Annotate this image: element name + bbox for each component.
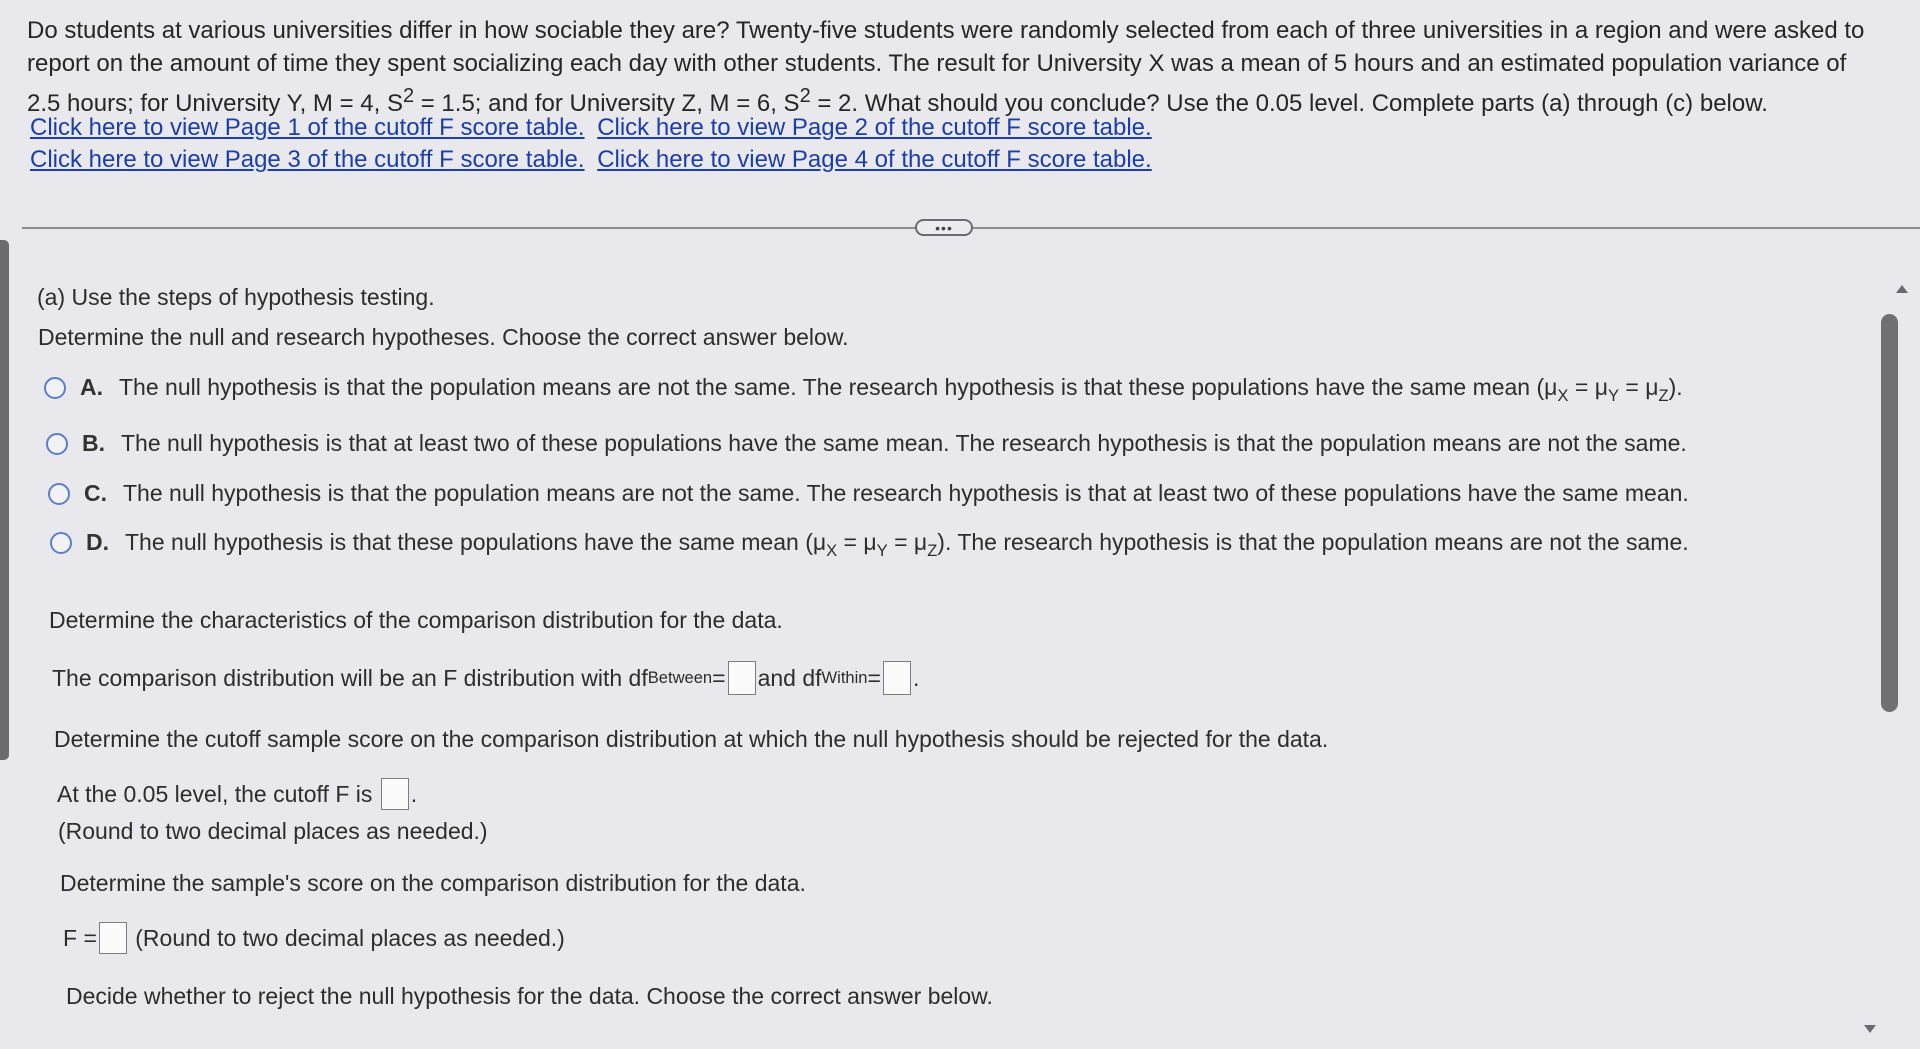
link-page-2[interactable]: Click here to view Page 2 of the cutoff F score table. bbox=[597, 114, 1152, 141]
radio-option-d[interactable] bbox=[50, 532, 72, 554]
part-a-heading: (a) Use the steps of hypothesis testing. bbox=[37, 284, 435, 310]
link-page-4[interactable]: Click here to view Page 4 of the cutoff F score table. bbox=[597, 146, 1152, 173]
mu-z: $\mu_Z$ bbox=[913, 529, 938, 560]
cutoff-heading: Determine the cutoff sample score on the comparison distribution at which the null hypothesis should be rejected for the data. bbox=[54, 726, 1329, 752]
problem-line-3-part-c: = 2. What should you conclude? Use the 0.05 level. Complete parts (a) through (c) below. bbox=[810, 90, 1768, 117]
mu-z: $\mu_Z$ bbox=[1645, 374, 1669, 405]
f-score-input[interactable] bbox=[99, 922, 127, 954]
hypotheses-prompt: Determine the null and research hypotheses. Choose the correct answer below. bbox=[38, 324, 849, 350]
df-between-input[interactable] bbox=[728, 661, 756, 695]
radio-option-a[interactable] bbox=[44, 377, 66, 399]
scroll-up-arrow-icon[interactable] bbox=[1896, 285, 1908, 293]
cutoff-f-input[interactable] bbox=[381, 778, 409, 810]
option-a-text-pre: The null hypothesis is that the population means are not the same. The research hypothesis is that these populations have the same mean ( bbox=[119, 374, 1545, 400]
option-c-letter: C. bbox=[84, 480, 107, 506]
df-within-input[interactable] bbox=[883, 661, 911, 695]
option-c[interactable] bbox=[48, 480, 1689, 507]
radio-option-b[interactable] bbox=[46, 433, 68, 455]
option-a-text: The null hypothesis is that the population means are not the same. The research hypothesis is that these populations have the same mean $(\mu_X = \mu_Y = \mu_Z)$. bbox=[119, 374, 1683, 405]
comparison-distribution-line: The comparison distribution will be an F distribution with df Between = and df Within = . bbox=[52, 661, 919, 695]
option-a[interactable] bbox=[44, 374, 1683, 405]
expand-more-button[interactable]: ••• bbox=[915, 219, 973, 236]
option-b-letter: B. bbox=[82, 430, 105, 456]
table-links bbox=[30, 112, 1152, 176]
cutoff-round-note: (Round to two decimal places as needed.) bbox=[58, 818, 488, 844]
option-d[interactable] bbox=[50, 529, 1689, 560]
links-row-2 bbox=[30, 144, 1152, 176]
cutoff-line: At the 0.05 level, the cutoff F is . bbox=[57, 778, 417, 810]
problem-line-2: report on the amount of time they spent socializing each day with other students. The result for University X was a mean of 5 hours and an estimated population variance of bbox=[27, 50, 1847, 77]
problem-statement bbox=[27, 14, 1907, 120]
links-row-1 bbox=[30, 112, 1152, 144]
f-score-line: F = (Round to two decimal places as needed.) bbox=[63, 922, 565, 954]
link-page-1[interactable]: Click here to view Page 1 of the cutoff F score table. bbox=[30, 114, 585, 141]
radio-option-c[interactable] bbox=[48, 483, 70, 505]
option-a-letter: A. bbox=[80, 374, 103, 400]
problem-line-1: Do students at various universities differ in how sociable they are? Twenty-five students were randomly selected from each of three universities in a region and were asked to bbox=[27, 17, 1865, 44]
option-d-text: The null hypothesis is that these populations have the same mean $(\mu_X = \mu_Y = \mu_Z)$. The research hypothesis is that the population means are not the same. bbox=[125, 529, 1689, 560]
option-b[interactable] bbox=[46, 430, 1687, 457]
mu-y: $\mu_Y$ bbox=[1594, 374, 1619, 405]
squared-superscript: 2 bbox=[799, 85, 811, 107]
problem-line-3-part-b: = 1.5; and for University Z, M = 6, S bbox=[414, 90, 800, 117]
option-d-text-pre: The null hypothesis is that these populations have the same mean ( bbox=[125, 529, 813, 555]
comparison-heading: Determine the characteristics of the comparison distribution for the data. bbox=[49, 607, 783, 633]
sample-score-heading: Determine the sample's score on the comparison distribution for the data. bbox=[60, 870, 806, 896]
left-panel-edge bbox=[0, 240, 9, 760]
option-c-text: The null hypothesis is that the population means are not the same. The research hypothesis is that at least two of these populations have the same mean. bbox=[123, 480, 1689, 506]
mu-x: $\mu_X$ bbox=[1544, 374, 1569, 405]
mu-x: $\mu_X$ bbox=[812, 529, 838, 560]
option-d-letter: D. bbox=[86, 529, 109, 555]
problem-line-3-part-a: 2.5 hours; for University Y, M = 4, S bbox=[27, 90, 403, 117]
squared-superscript: 2 bbox=[402, 85, 415, 107]
link-page-3[interactable]: Click here to view Page 3 of the cutoff F score table. bbox=[30, 146, 585, 173]
scrollbar-thumb[interactable] bbox=[1881, 314, 1898, 712]
mu-y: $\mu_Y$ bbox=[863, 529, 888, 560]
option-b-text: The null hypothesis is that at least two of these populations have the same mean. The research hypothesis is that the population means are not the same. bbox=[121, 430, 1687, 456]
scroll-down-arrow-icon[interactable] bbox=[1864, 1025, 1876, 1033]
decide-prompt: Decide whether to reject the null hypothesis for the data. Choose the correct answer below. bbox=[66, 983, 993, 1009]
